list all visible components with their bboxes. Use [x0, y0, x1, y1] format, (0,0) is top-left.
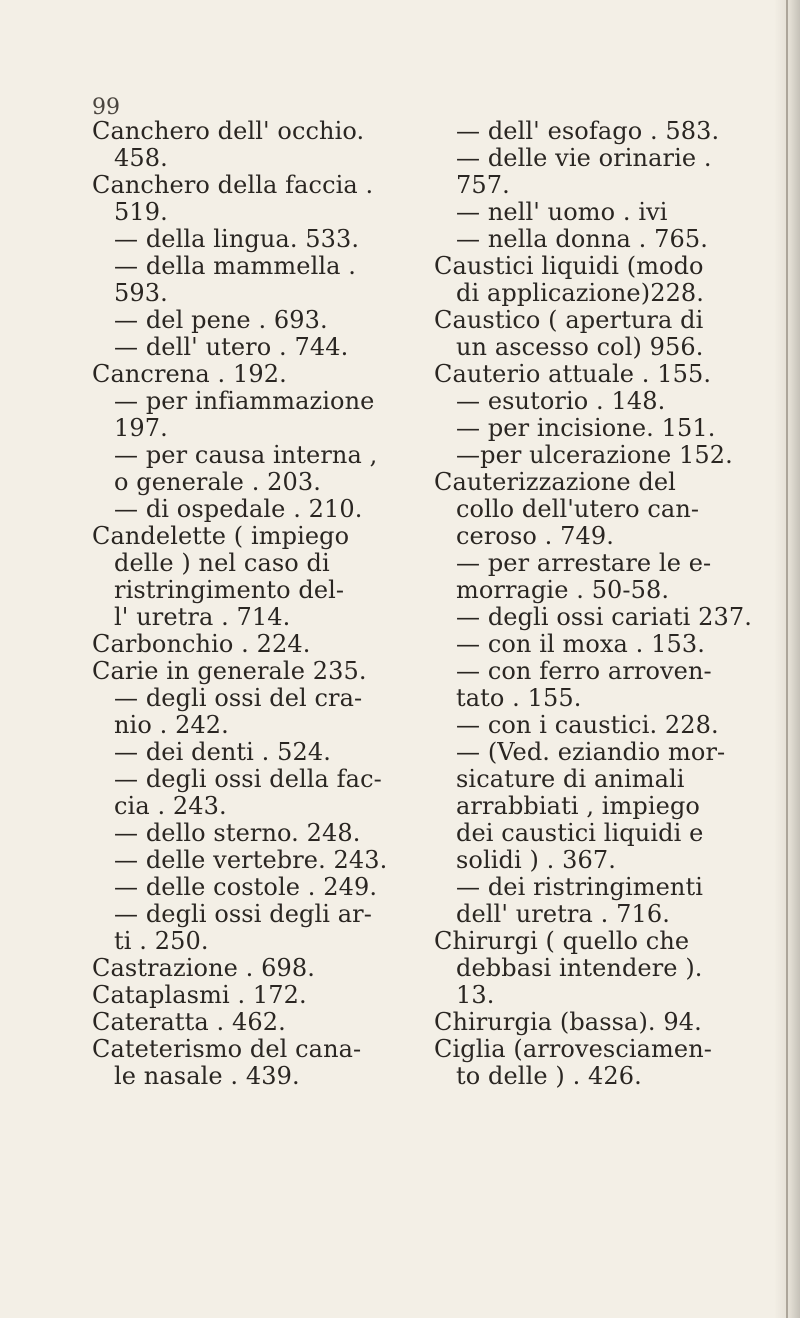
index-entry-line: collo dell'utero can-: [456, 496, 700, 523]
index-entry-line: morragie . 50-58.: [456, 577, 670, 604]
index-entry-line: — con ferro arroven-: [456, 658, 712, 685]
index-entry-line: Caustico ( apertura di: [434, 307, 704, 334]
index-entry-line: Cateratta . 462.: [92, 1009, 286, 1036]
index-entry-line: — degli ossi della fac-: [114, 766, 382, 793]
index-entry-line: — della mammella .: [114, 253, 356, 280]
index-entry-line: — (Ved. eziandio mor-: [456, 739, 726, 766]
index-entry-line: cia . 243.: [114, 793, 227, 820]
index-entry-line: Chirurgi ( quello che: [434, 928, 690, 955]
index-entry-line: Canchero della faccia .: [92, 172, 374, 199]
index-entry-line: ristringimento del-: [114, 577, 345, 604]
index-entry-line: o generale . 203.: [114, 469, 321, 496]
index-entry-line: le nasale . 439.: [114, 1063, 300, 1090]
index-entry-line: Cancrena . 192.: [92, 361, 287, 388]
index-entry-line: Candelette ( impiego: [92, 523, 350, 550]
index-entry-line: Castrazione . 698.: [92, 955, 315, 982]
index-entry-line: sicature di animali: [456, 766, 685, 793]
index-entry-line: — della lingua. 533.: [114, 226, 360, 253]
index-entry-line: debbasi intendere ).: [456, 955, 703, 982]
index-entry-line: Cauterizzazione del: [434, 469, 676, 496]
index-entry-line: — degli ossi cariati 237.: [456, 604, 753, 631]
index-entry-line: — esutorio . 148.: [456, 388, 666, 415]
index-entry-line: — dei denti . 524.: [114, 739, 331, 766]
index-entry-line: 593.: [114, 280, 168, 307]
index-entry-line: dei caustici liquidi e: [456, 820, 704, 847]
index-column-left: [92, 118, 422, 1090]
page-number: 99: [92, 95, 120, 120]
index-entry-line: 197.: [114, 415, 168, 442]
index-entry-line: tato . 155.: [456, 685, 582, 712]
index-entry-line: ti . 250.: [114, 928, 209, 955]
index-column-right: [434, 118, 764, 1090]
index-entry-line: — delle vie orinarie .: [456, 145, 712, 172]
index-entry-line: l' uretra . 714.: [114, 604, 291, 631]
index-entry-line: 519.: [114, 199, 168, 226]
index-entry-line: — per incisione. 151.: [456, 415, 716, 442]
index-entry-line: ceroso . 749.: [456, 523, 614, 550]
index-entry-line: — delle vertebre. 243.: [114, 847, 388, 874]
index-entry-line: 13.: [456, 982, 495, 1009]
index-entry-line: Chirurgia (bassa). 94.: [434, 1009, 702, 1036]
index-entry-line: — nell' uomo . ivi: [456, 199, 668, 226]
index-entry-line: 757.: [456, 172, 510, 199]
index-entry-line: — dell' esofago . 583.: [456, 118, 720, 145]
index-entry-line: — per infiammazione: [114, 388, 375, 415]
index-entry-line: Cateterismo del cana-: [92, 1036, 362, 1063]
index-entry-line: un ascesso col) 956.: [456, 334, 704, 361]
index-entry-line: — per causa interna ,: [114, 442, 378, 469]
index-entry-line: — degli ossi del cra-: [114, 685, 363, 712]
index-entry-line: Canchero dell' occhio.: [92, 118, 365, 145]
index-entry-line: — per arrestare le e-: [456, 550, 712, 577]
index-entry-line: — con i caustici. 228.: [456, 712, 719, 739]
index-entry-line: — dell' utero . 744.: [114, 334, 349, 361]
index-entry-line: dell' uretra . 716.: [456, 901, 670, 928]
index-entry-line: delle ) nel caso di: [114, 550, 330, 577]
index-entry-line: nio . 242.: [114, 712, 229, 739]
index-entry-line: — dello sterno. 248.: [114, 820, 361, 847]
index-entry-line: Ciglia (arrovesciamen-: [434, 1036, 712, 1063]
index-entry-line: Carbonchio . 224.: [92, 631, 311, 658]
page-edge-line: [786, 0, 788, 1318]
index-entry-line: Carie in generale 235.: [92, 658, 367, 685]
index-entry-line: Cauterio attuale . 155.: [434, 361, 712, 388]
index-entry-line: — nella donna . 765.: [456, 226, 708, 253]
index-entry-line: — delle costole . 249.: [114, 874, 378, 901]
index-entry-line: to delle ) . 426.: [456, 1063, 642, 1090]
index-entry-line: solidi ) . 367.: [456, 847, 616, 874]
index-entry-line: Caustici liquidi (modo: [434, 253, 704, 280]
index-entry-line: di applicazione)228.: [456, 280, 705, 307]
index-entry-line: Cataplasmi . 172.: [92, 982, 307, 1009]
index-entry-line: arrabbiati , impiego: [456, 793, 700, 820]
index-entry-line: — con il moxa . 153.: [456, 631, 705, 658]
index-entry-line: —per ulcerazione 152.: [456, 442, 733, 469]
index-entry-line: — dei ristringimenti: [456, 874, 703, 901]
index-entry-line: — degli ossi degli ar-: [114, 901, 372, 928]
index-entry-line: 458.: [114, 145, 168, 172]
index-entry-line: — di ospedale . 210.: [114, 496, 363, 523]
index-entry-line: — del pene . 693.: [114, 307, 328, 334]
